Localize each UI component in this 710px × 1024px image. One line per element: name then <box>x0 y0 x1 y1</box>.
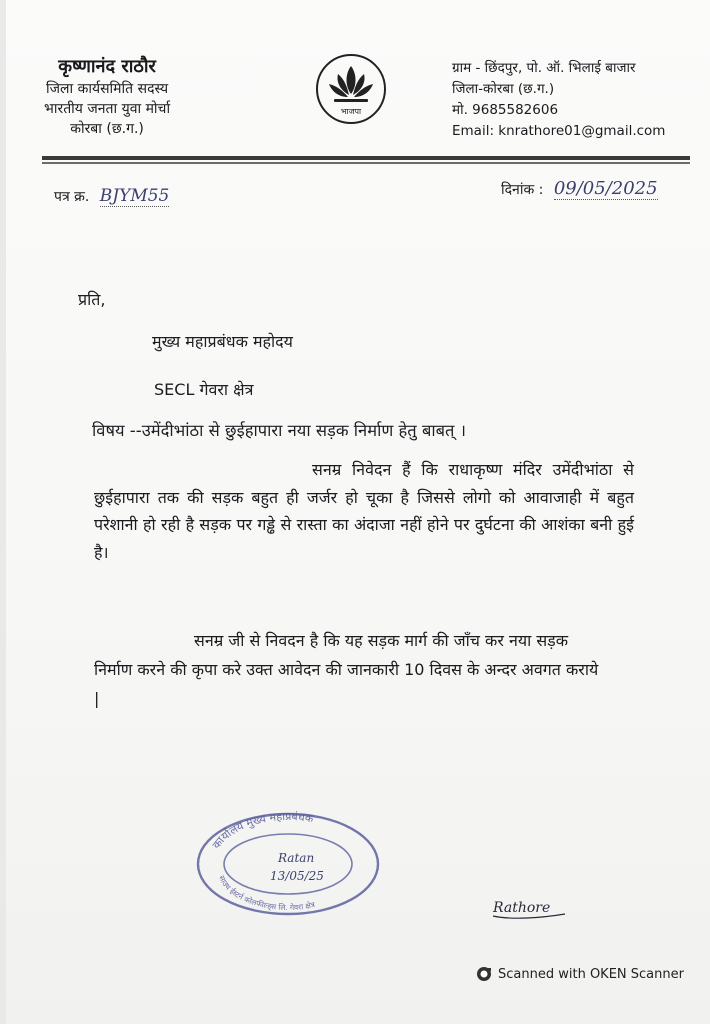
scanner-watermark <box>476 966 684 982</box>
header-divider-thick <box>42 156 690 160</box>
stamp-ring-text: कार्यालय मुख्य महाप्रबंधक <box>209 809 315 852</box>
salutation-to: प्रति, <box>78 290 106 309</box>
signature <box>491 892 571 922</box>
svg-text:कार्यालय मुख्य महाप्रबंधक <box>210 810 315 851</box>
recipient-office: SECL गेवरा क्षेत्र <box>154 380 254 399</box>
header-divider-thin <box>42 162 690 164</box>
letter-number-label: पत्र क्र. <box>54 189 90 205</box>
scanner-icon <box>476 966 492 982</box>
sender-designation: जिला कार्यसमिति सदस्य <box>46 81 169 97</box>
date-value: 09/05/2025 <box>553 178 658 199</box>
mobile-number: मो. 9685582606 <box>452 102 559 118</box>
sender-district: कोरबा (छ.ग.) <box>70 121 144 137</box>
stamp-bottom-text: साउथ ईस्टर्न कोलफील्ड्स लि. गेवरा क्षेत्र <box>216 874 316 913</box>
sender-organization: भारतीय जनता युवा मोर्चा <box>44 101 171 117</box>
date-label: दिनांक : <box>501 182 544 198</box>
address-line-1: ग्राम - छिंदपुर, पो. ऑ. भिलाई बाजार <box>452 60 636 76</box>
stamp-handwritten-date: 13/05/25 <box>270 869 324 883</box>
body-paragraph-1: सनम्र निवेदन हैं कि राधाकृष्ण मंदिर उमेंदीभांठा से छुईहापारा तक की सड़क बहुत ही जर्जर हो चूका है जिससे लोगो को आवाजाही में बहुत परेशानी हो रही है सड़क पर गड्ढे से रास्ता का अंदाजा नहीं होने पर दुर्घटना की आशंका बनी हुई है। <box>94 460 634 562</box>
letter-number-value: BJYM55 <box>99 186 170 206</box>
letter-date <box>501 178 658 199</box>
stamp-handwritten-name: Ratan <box>278 851 315 865</box>
body-paragraph-2: सनम्र जी से निवदन है कि यह सड़क मार्ग की जाँच कर नया सड़क निर्माण करने की कृपा करे उक्त आवेदन की जानकारी 10 दिवस के अन्दर अवगत कराये | <box>94 631 599 708</box>
office-stamp <box>192 808 384 916</box>
signature-text: Rathore <box>493 900 551 916</box>
logo-text: भाजपा <box>340 107 362 116</box>
address-line-2: जिला-कोरबा (छ.ग.) <box>452 81 555 97</box>
address-block <box>452 58 665 142</box>
recipient-title: मुख्य महाप्रबंधक महोदय <box>152 332 293 351</box>
email-address: Email: knrathore01@gmail.com <box>452 123 666 139</box>
sender-name: कृष्णानंद राठौर <box>58 56 156 77</box>
letter-page <box>6 0 710 1024</box>
scanner-text: Scanned with OKEN Scanner <box>498 966 684 982</box>
lotus-icon <box>314 52 388 126</box>
subject-line: विषय --उमेंदीभांठा से छुईहापारा नया सड़क निर्माण हेतु बाबत् । <box>92 421 466 440</box>
sender-block <box>44 55 170 139</box>
letter-number <box>54 186 169 206</box>
